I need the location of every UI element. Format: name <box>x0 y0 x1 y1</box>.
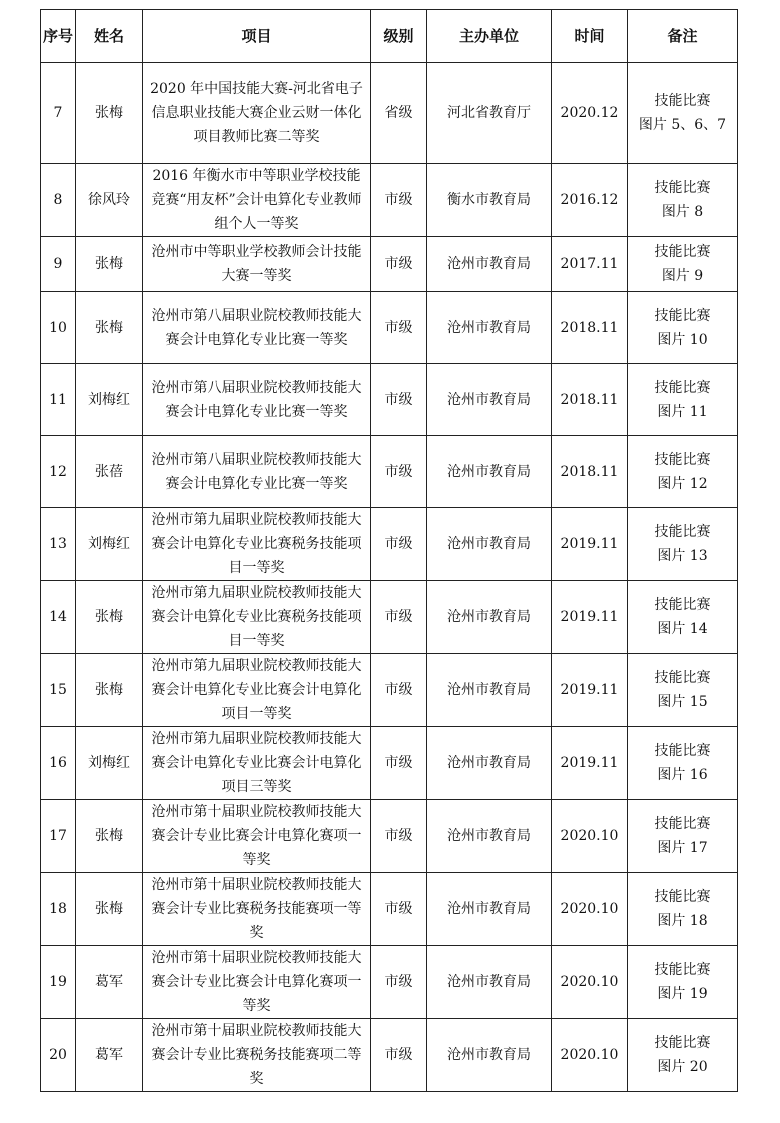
row-project: 沧州市第十届职业院校教师技能大赛会计专业比赛税务技能赛项一等奖 <box>143 873 371 946</box>
note-type: 技能比赛 <box>654 962 711 978</box>
row-name: 张蓓 <box>76 436 143 508</box>
row-project: 沧州市第九届职业院校教师技能大赛会计电算化专业比赛会计电算化项目一等奖 <box>143 654 371 727</box>
note-image-ref: 图片 14 <box>657 621 708 637</box>
row-organizer: 沧州市教育局 <box>427 508 552 581</box>
header-name: 姓名 <box>76 10 143 63</box>
row-note <box>628 654 738 727</box>
row-seq: 7 <box>41 63 76 164</box>
header-time: 时间 <box>552 10 628 63</box>
row-seq: 14 <box>41 581 76 654</box>
row-level: 市级 <box>371 654 427 727</box>
table-row <box>41 946 738 1019</box>
row-note <box>628 1019 738 1092</box>
table-row <box>41 727 738 800</box>
row-project: 沧州市第九届职业院校教师技能大赛会计电算化专业比赛税务技能项目一等奖 <box>143 508 371 581</box>
note-type: 技能比赛 <box>654 1035 711 1051</box>
note-image-ref: 图片 19 <box>657 986 708 1002</box>
note-image-ref: 图片 10 <box>657 331 708 348</box>
row-level: 市级 <box>371 164 427 237</box>
row-seq: 19 <box>41 946 76 1019</box>
table-row <box>41 581 738 654</box>
note-image-ref: 图片 11 <box>657 403 708 420</box>
row-seq: 13 <box>41 508 76 581</box>
row-name: 葛军 <box>76 1019 143 1092</box>
row-level: 市级 <box>371 727 427 800</box>
row-project: 沧州市第八届职业院校教师技能大赛会计电算化专业比赛一等奖 <box>143 364 371 436</box>
row-project: 沧州市第十届职业院校教师技能大赛会计专业比赛税务技能赛项二等奖 <box>143 1019 371 1092</box>
row-time: 2018.11 <box>552 436 628 508</box>
row-time: 2020.10 <box>552 946 628 1019</box>
note-image-ref: 图片 15 <box>657 694 708 710</box>
note-type: 技能比赛 <box>654 670 711 686</box>
row-organizer: 沧州市教育局 <box>427 237 552 292</box>
row-project: 沧州市第十届职业院校教师技能大赛会计专业比赛会计电算化赛项一等奖 <box>143 800 371 873</box>
header-project: 项目 <box>143 10 371 63</box>
row-organizer: 沧州市教育局 <box>427 946 552 1019</box>
table-row <box>41 164 738 237</box>
header-organizer: 主办单位 <box>427 10 552 63</box>
note-type: 技能比赛 <box>654 244 711 260</box>
row-project: 沧州市第十届职业院校教师技能大赛会计专业比赛会计电算化赛项一等奖 <box>143 946 371 1019</box>
table-row <box>41 237 738 292</box>
row-time: 2019.11 <box>552 581 628 654</box>
row-note <box>628 237 738 292</box>
note-image-ref: 图片 9 <box>661 268 704 284</box>
row-project: 沧州市第八届职业院校教师技能大赛会计电算化专业比赛一等奖 <box>143 436 371 508</box>
row-level: 市级 <box>371 237 427 292</box>
row-level: 市级 <box>371 364 427 436</box>
note-image-ref: 图片 12 <box>657 475 708 492</box>
note-type: 技能比赛 <box>654 307 711 324</box>
row-seq: 20 <box>41 1019 76 1092</box>
row-note <box>628 436 738 508</box>
row-seq: 9 <box>41 237 76 292</box>
row-name: 葛军 <box>76 946 143 1019</box>
row-name: 刘梅红 <box>76 364 143 436</box>
note-type: 技能比赛 <box>654 180 711 196</box>
row-project: 沧州市中等职业学校教师会计技能大赛一等奖 <box>143 237 371 292</box>
row-project: 2016 年衡水市中等职业学校技能竞赛“用友杯”会计电算化专业教师组个人一等奖 <box>143 164 371 237</box>
table-row <box>41 292 738 364</box>
row-level: 市级 <box>371 800 427 873</box>
row-name: 张梅 <box>76 63 143 164</box>
note-image-ref: 图片 13 <box>657 548 708 564</box>
row-time: 2020.10 <box>552 800 628 873</box>
row-organizer: 沧州市教育局 <box>427 581 552 654</box>
note-type: 技能比赛 <box>654 743 711 759</box>
row-level: 市级 <box>371 946 427 1019</box>
note-type: 技能比赛 <box>654 597 711 613</box>
row-seq: 16 <box>41 727 76 800</box>
row-organizer: 沧州市教育局 <box>427 727 552 800</box>
awards-table <box>40 9 738 1092</box>
table-row <box>41 508 738 581</box>
table-row <box>41 800 738 873</box>
row-organizer: 沧州市教育局 <box>427 436 552 508</box>
row-level: 市级 <box>371 1019 427 1092</box>
note-image-ref: 图片 17 <box>657 840 708 856</box>
row-organizer: 沧州市教育局 <box>427 1019 552 1092</box>
row-level: 市级 <box>371 292 427 364</box>
row-level: 市级 <box>371 508 427 581</box>
row-organizer: 衡水市教育局 <box>427 164 552 237</box>
table-row <box>41 63 738 164</box>
row-note <box>628 581 738 654</box>
note-type: 技能比赛 <box>654 451 711 468</box>
row-level: 省级 <box>371 63 427 164</box>
row-time: 2018.11 <box>552 364 628 436</box>
header-note: 备注 <box>628 10 738 63</box>
note-type: 技能比赛 <box>654 524 711 540</box>
note-image-ref: 图片 20 <box>657 1059 708 1075</box>
row-seq: 10 <box>41 292 76 364</box>
row-time: 2019.11 <box>552 654 628 727</box>
header-level: 级别 <box>371 10 427 63</box>
row-note <box>628 164 738 237</box>
row-project: 沧州市第九届职业院校教师技能大赛会计电算化专业比赛会计电算化项目三等奖 <box>143 727 371 800</box>
row-note <box>628 292 738 364</box>
row-name: 张梅 <box>76 581 143 654</box>
row-note <box>628 873 738 946</box>
row-name: 张梅 <box>76 800 143 873</box>
table-row <box>41 436 738 508</box>
row-time: 2020.12 <box>552 63 628 164</box>
row-note <box>628 946 738 1019</box>
note-image-ref: 图片 5、6、7 <box>638 117 727 133</box>
row-name: 刘梅红 <box>76 727 143 800</box>
table-header-row <box>41 10 738 63</box>
note-type: 技能比赛 <box>654 93 711 109</box>
note-image-ref: 图片 16 <box>657 767 708 783</box>
note-type: 技能比赛 <box>654 889 711 905</box>
row-level: 市级 <box>371 873 427 946</box>
table-row <box>41 873 738 946</box>
row-name: 张梅 <box>76 237 143 292</box>
row-note <box>628 364 738 436</box>
row-organizer: 沧州市教育局 <box>427 800 552 873</box>
row-time: 2020.10 <box>552 1019 628 1092</box>
row-time: 2018.11 <box>552 292 628 364</box>
row-note <box>628 727 738 800</box>
row-organizer: 沧州市教育局 <box>427 292 552 364</box>
row-seq: 17 <box>41 800 76 873</box>
row-seq: 12 <box>41 436 76 508</box>
row-seq: 18 <box>41 873 76 946</box>
row-project: 沧州市第九届职业院校教师技能大赛会计电算化专业比赛税务技能项目一等奖 <box>143 581 371 654</box>
table-row <box>41 1019 738 1092</box>
row-name: 张梅 <box>76 292 143 364</box>
row-time: 2016.12 <box>552 164 628 237</box>
row-note <box>628 63 738 164</box>
row-organizer: 沧州市教育局 <box>427 364 552 436</box>
row-name: 徐风玲 <box>76 164 143 237</box>
row-organizer: 沧州市教育局 <box>427 654 552 727</box>
row-project: 沧州市第八届职业院校教师技能大赛会计电算化专业比赛一等奖 <box>143 292 371 364</box>
row-time: 2020.10 <box>552 873 628 946</box>
row-level: 市级 <box>371 581 427 654</box>
row-seq: 15 <box>41 654 76 727</box>
note-type: 技能比赛 <box>654 816 711 832</box>
row-time: 2019.11 <box>552 508 628 581</box>
row-time: 2019.11 <box>552 727 628 800</box>
row-name: 刘梅红 <box>76 508 143 581</box>
row-note <box>628 800 738 873</box>
row-seq: 8 <box>41 164 76 237</box>
row-seq: 11 <box>41 364 76 436</box>
row-level: 市级 <box>371 436 427 508</box>
row-project: 2020 年中国技能大赛-河北省电子信息职业技能大赛企业云财一体化项目教师比赛二等奖 <box>143 63 371 164</box>
note-image-ref: 图片 8 <box>661 204 704 220</box>
table-row <box>41 364 738 436</box>
note-type: 技能比赛 <box>654 379 711 396</box>
row-note <box>628 508 738 581</box>
row-name: 张梅 <box>76 654 143 727</box>
row-time: 2017.11 <box>552 237 628 292</box>
note-image-ref: 图片 18 <box>657 913 708 929</box>
header-seq: 序号 <box>41 10 76 63</box>
row-organizer: 沧州市教育局 <box>427 873 552 946</box>
table-row <box>41 654 738 727</box>
row-organizer: 河北省教育厅 <box>427 63 552 164</box>
row-name: 张梅 <box>76 873 143 946</box>
